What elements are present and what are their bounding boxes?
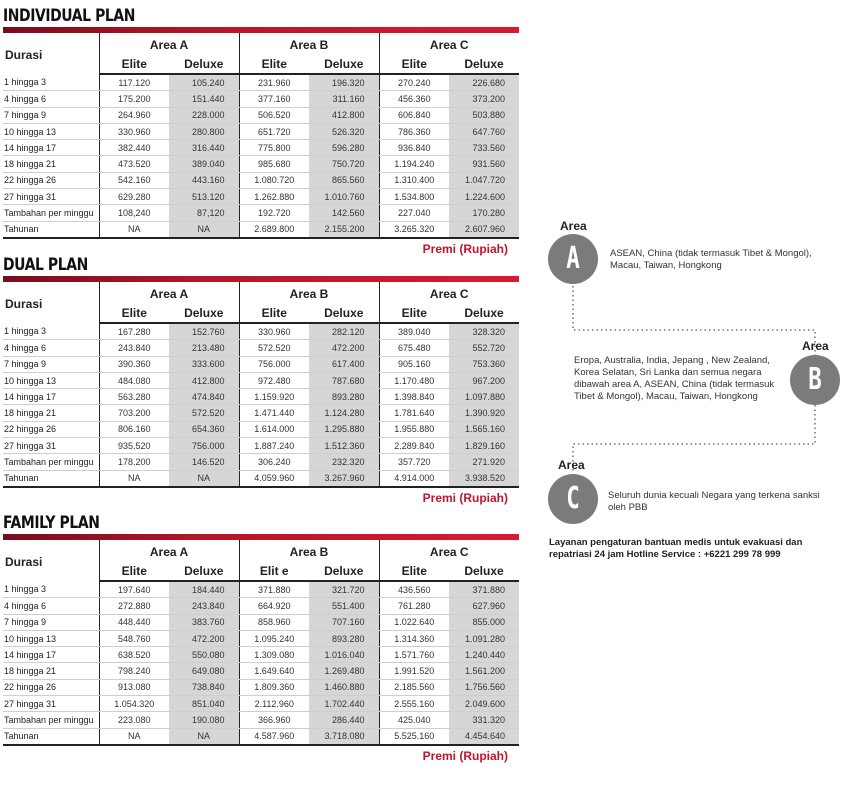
deluxe-premium-cell: 1.124.280 [309,405,379,421]
durasi-header: Durasi [5,554,43,569]
elite-premium-cell: 175.200 [99,91,169,107]
elite-premium-cell: 371.880 [239,581,309,598]
elite-premium-cell: 703.200 [99,405,169,421]
deluxe-premium-cell: 1.829.160 [449,438,519,454]
deluxe-header: Deluxe [169,562,239,581]
elite-premium-cell: 306.240 [239,454,309,470]
duration-cell: 22 hingga 26 [3,172,99,188]
deluxe-premium-cell: NA [169,470,239,487]
elite-premium-cell: 1.649.640 [239,663,309,679]
plan-title: INDIVIDUAL PLAN [3,6,135,26]
deluxe-premium-cell: 1.010.760 [309,189,379,205]
deluxe-premium-cell: 1.561.200 [449,663,519,679]
table-row [3,205,519,221]
duration-cell: 27 hingga 31 [3,189,99,205]
durasi-header: Durasi [5,47,43,62]
elite-premium-cell: 2.555.160 [379,696,449,712]
durasi-header: Durasi [5,296,43,311]
deluxe-premium-cell: 1.240.440 [449,647,519,663]
deluxe-premium-cell: 1.702.440 [309,696,379,712]
deluxe-premium-cell: 1.390.920 [449,405,519,421]
elite-premium-cell: 357.720 [379,454,449,470]
elite-header: Elite [379,562,449,581]
deluxe-header: Deluxe [309,562,379,581]
elite-premium-cell: 798.240 [99,663,169,679]
deluxe-premium-cell: 931.560 [449,156,519,172]
table-row [3,74,519,91]
elite-header: Elite [99,304,169,323]
premi-label: Premi (Rupiah) [422,749,508,763]
table-row [3,91,519,107]
elite-premium-cell: 197.640 [99,581,169,598]
elite-premium-cell: 1.159.920 [239,389,309,405]
deluxe-premium-cell: 232.320 [309,454,379,470]
elite-premium-cell: 436.560 [379,581,449,598]
deluxe-premium-cell: 572.520 [169,405,239,421]
duration-cell: Tambahan per minggu [3,712,99,728]
elite-premium-cell: 1.781.640 [379,405,449,421]
elite-premium-cell: 972.480 [239,372,309,388]
area-a-letter: A [566,241,580,276]
deluxe-premium-cell: 243.840 [169,598,239,614]
elite-premium-cell: 3.265.320 [379,221,449,238]
elite-premium-cell: 1.991.520 [379,663,449,679]
deluxe-premium-cell: 190.080 [169,712,239,728]
deluxe-premium-cell: 142.560 [309,205,379,221]
area-b-circle [790,355,840,405]
elite-premium-cell: 1.534.800 [379,189,449,205]
duration-cell: 4 hingga 6 [3,340,99,356]
table-row [3,454,519,470]
duration-cell: 1 hingga 3 [3,581,99,598]
duration-cell: 1 hingga 3 [3,74,99,91]
deluxe-premium-cell: 967.200 [449,372,519,388]
deluxe-premium-cell: 1.565.160 [449,421,519,437]
deluxe-premium-cell: 1.091.280 [449,630,519,646]
elite-premium-cell: 664.920 [239,598,309,614]
area-c-letter: C [566,481,580,516]
table-row [3,156,519,172]
elite-premium-cell: 542.160 [99,172,169,188]
deluxe-premium-cell: 152.760 [169,323,239,340]
elite-premium-cell: 448.440 [99,614,169,630]
deluxe-premium-cell: 228.000 [169,107,239,123]
duration-cell: 7 hingga 9 [3,107,99,123]
deluxe-premium-cell: 1.224.600 [449,189,519,205]
elite-premium-cell: 270.240 [379,74,449,91]
duration-cell: 27 hingga 31 [3,438,99,454]
elite-premium-cell: 223.080 [99,712,169,728]
deluxe-premium-cell: 105.240 [169,74,239,91]
elite-premium-cell: 786.360 [379,123,449,139]
elite-premium-cell: 638.520 [99,647,169,663]
elite-premium-cell: 1.054.320 [99,696,169,712]
table-row [3,712,519,728]
elite-premium-cell: 1.809.360 [239,679,309,695]
table-row [3,389,519,405]
deluxe-premium-cell: 412.800 [309,107,379,123]
deluxe-header: Deluxe [449,304,519,323]
elite-premium-cell: 192.720 [239,205,309,221]
deluxe-premium-cell: 1.460.880 [309,679,379,695]
elite-premium-cell: 108,240 [99,205,169,221]
deluxe-premium-cell: 389.040 [169,156,239,172]
elite-premium-cell: 606.840 [379,107,449,123]
table-row [3,107,519,123]
elite-premium-cell: 936.840 [379,140,449,156]
area-a-header: Area A [99,33,239,55]
deluxe-premium-cell: 733.560 [449,140,519,156]
deluxe-premium-cell: 753.360 [449,356,519,372]
elite-premium-cell: 651.720 [239,123,309,139]
elite-premium-cell: 2.689.800 [239,221,309,238]
elite-premium-cell: NA [99,728,169,745]
elite-premium-cell: 425.040 [379,712,449,728]
deluxe-premium-cell: 321.720 [309,581,379,598]
area-c-description: Seluruh dunia kecuali Negara yang terkena sanksi oleh PBB [608,490,820,513]
table-row [3,323,519,340]
elite-premium-cell: 563.280 [99,389,169,405]
elite-premium-cell: 178.200 [99,454,169,470]
duration-cell: 18 hingga 21 [3,405,99,421]
deluxe-premium-cell: 196.320 [309,74,379,91]
deluxe-premium-cell: 412.800 [169,372,239,388]
deluxe-premium-cell: 87,120 [169,205,239,221]
deluxe-header: Deluxe [309,304,379,323]
elite-header: Elite [99,562,169,581]
elite-premium-cell: 1.095.240 [239,630,309,646]
deluxe-premium-cell: 311.160 [309,91,379,107]
area-a-circle [548,234,598,284]
deluxe-premium-cell: 316.440 [169,140,239,156]
dual-plan [3,254,519,505]
deluxe-premium-cell: 1.512.360 [309,438,379,454]
deluxe-premium-cell: 552.720 [449,340,519,356]
deluxe-premium-cell: 213.480 [169,340,239,356]
duration-cell: 4 hingga 6 [3,91,99,107]
duration-cell: 22 hingga 26 [3,421,99,437]
individual-plan [3,5,519,256]
elite-header: Elite [239,55,309,74]
deluxe-header: Deluxe [309,55,379,74]
table-row [3,356,519,372]
deluxe-premium-cell: 1.269.480 [309,663,379,679]
elite-premium-cell: NA [99,470,169,487]
duration-cell: 14 hingga 17 [3,389,99,405]
area-a-header: Area A [99,282,239,304]
area-b-header: Area B [239,540,379,562]
table-row [3,630,519,646]
deluxe-premium-cell: 647.760 [449,123,519,139]
deluxe-premium-cell: NA [169,728,239,745]
elite-premium-cell: 227.040 [379,205,449,221]
elite-premium-cell: 4.914.000 [379,470,449,487]
deluxe-premium-cell: 1.097.880 [449,389,519,405]
deluxe-premium-cell: 1.295.880 [309,421,379,437]
deluxe-premium-cell: 170.280 [449,205,519,221]
area-b-description: Eropa, Australia, India, Jepang , New Zealand, Korea Selatan, Sri Lanka dan semua negara dibawah area A, ASEAN, China (tidak termasuk Tibet & Mongol), Macau, Taiwan, Hongkong [574,355,775,402]
elite-premium-cell: 5.525.160 [379,728,449,745]
table-row [3,123,519,139]
duration-cell: Tahunan [3,728,99,745]
duration-cell: Tambahan per minggu [3,454,99,470]
table-row [3,696,519,712]
duration-cell: Tahunan [3,221,99,238]
table-row [3,340,519,356]
elite-header: Elite [379,55,449,74]
deluxe-premium-cell: 4.454.640 [449,728,519,745]
elite-premium-cell: 264.960 [99,107,169,123]
table-row [3,405,519,421]
deluxe-premium-cell: 1.016.040 [309,647,379,663]
deluxe-premium-cell: 2.049.600 [449,696,519,712]
deluxe-premium-cell: 2.155.200 [309,221,379,238]
deluxe-premium-cell: 151.440 [169,91,239,107]
elite-premium-cell: 775.800 [239,140,309,156]
elite-premium-cell: 382.440 [99,140,169,156]
elite-premium-cell: 4.587.960 [239,728,309,745]
elite-premium-cell: 1.309.080 [239,647,309,663]
elite-premium-cell: 1.194.240 [379,156,449,172]
deluxe-premium-cell: 472.200 [169,630,239,646]
area-b-word: Area [802,339,829,353]
elite-header: Elite [239,304,309,323]
deluxe-premium-cell: 893.280 [309,389,379,405]
elite-premium-cell: 761.280 [379,598,449,614]
family-plan [3,512,519,763]
rates-table [3,33,519,239]
duration-cell: 18 hingga 21 [3,156,99,172]
elite-premium-cell: 756.000 [239,356,309,372]
elite-premium-cell: 629.280 [99,189,169,205]
duration-cell: 10 hingga 13 [3,630,99,646]
elite-premium-cell: 1.571.760 [379,647,449,663]
deluxe-premium-cell: 383.760 [169,614,239,630]
deluxe-premium-cell: 328.320 [449,323,519,340]
table-row [3,581,519,598]
table-row [3,728,519,745]
plan-title: DUAL PLAN [3,255,88,275]
elite-premium-cell: 330.960 [99,123,169,139]
elite-premium-cell: 117.120 [99,74,169,91]
table-row [3,647,519,663]
rates-table [3,282,519,488]
deluxe-premium-cell: NA [169,221,239,238]
deluxe-premium-cell: 2.607.960 [449,221,519,238]
elite-premium-cell: 1.170.480 [379,372,449,388]
elite-premium-cell: 330.960 [239,323,309,340]
deluxe-premium-cell: 707.160 [309,614,379,630]
duration-cell: 27 hingga 31 [3,696,99,712]
duration-cell: 14 hingga 17 [3,647,99,663]
deluxe-premium-cell: 146.520 [169,454,239,470]
deluxe-premium-cell: 1.756.560 [449,679,519,695]
area-b-letter: B [808,362,822,397]
area-b-header: Area B [239,33,379,55]
elite-premium-cell: 389.040 [379,323,449,340]
table-row [3,679,519,695]
deluxe-premium-cell: 750.720 [309,156,379,172]
area-c-header: Area C [379,33,519,55]
elite-premium-cell: 935.520 [99,438,169,454]
elite-premium-cell: 675.480 [379,340,449,356]
area-a-header: Area A [99,540,239,562]
elite-premium-cell: 1.080.720 [239,172,309,188]
table-row [3,614,519,630]
table-row [3,372,519,388]
elite-premium-cell: 1.022.640 [379,614,449,630]
duration-cell: Tahunan [3,470,99,487]
deluxe-premium-cell: 3.718.080 [309,728,379,745]
elite-premium-cell: 506.520 [239,107,309,123]
deluxe-premium-cell: 3.267.960 [309,470,379,487]
deluxe-premium-cell: 286.440 [309,712,379,728]
table-row [3,470,519,487]
deluxe-premium-cell: 526.320 [309,123,379,139]
elite-premium-cell: 2.112.960 [239,696,309,712]
elite-premium-cell: 905.160 [379,356,449,372]
duration-cell: 10 hingga 13 [3,123,99,139]
duration-cell: 4 hingga 6 [3,598,99,614]
elite-premium-cell: 473.520 [99,156,169,172]
deluxe-premium-cell: 371.880 [449,581,519,598]
elite-premium-cell: 1.314.360 [379,630,449,646]
deluxe-header: Deluxe [169,304,239,323]
deluxe-premium-cell: 373.200 [449,91,519,107]
deluxe-premium-cell: 331.320 [449,712,519,728]
deluxe-premium-cell: 280.800 [169,123,239,139]
deluxe-premium-cell: 855.000 [449,614,519,630]
deluxe-premium-cell: 3.938.520 [449,470,519,487]
elite-premium-cell: 985.680 [239,156,309,172]
deluxe-premium-cell: 617.400 [309,356,379,372]
area-c-circle [548,474,598,524]
elite-premium-cell: 366.960 [239,712,309,728]
elite-premium-cell: 1.955.880 [379,421,449,437]
duration-cell: Tambahan per minggu [3,205,99,221]
elite-premium-cell: 1.887.240 [239,438,309,454]
deluxe-premium-cell: 893.280 [309,630,379,646]
elite-header: Elite [99,55,169,74]
hotline-note: Layanan pengaturan bantuan medis untuk evakuasi dan repatriasi 24 jam Hotline Service : +6221 299 78 999 [549,537,803,560]
elite-premium-cell: 806.160 [99,421,169,437]
deluxe-premium-cell: 282.120 [309,323,379,340]
elite-premium-cell: 2.185.560 [379,679,449,695]
duration-cell: 7 hingga 9 [3,356,99,372]
deluxe-premium-cell: 756.000 [169,438,239,454]
elite-premium-cell: 484.080 [99,372,169,388]
table-row [3,598,519,614]
deluxe-premium-cell: 738.840 [169,679,239,695]
deluxe-premium-cell: 649.080 [169,663,239,679]
elite-premium-cell: 548.760 [99,630,169,646]
deluxe-premium-cell: 271.920 [449,454,519,470]
area-b-header: Area B [239,282,379,304]
duration-cell: 22 hingga 26 [3,679,99,695]
elite-premium-cell: 1.262.880 [239,189,309,205]
elite-premium-cell: 2.289.840 [379,438,449,454]
deluxe-premium-cell: 474.840 [169,389,239,405]
deluxe-premium-cell: 865.560 [309,172,379,188]
elite-premium-cell: 456.360 [379,91,449,107]
area-a-word: Area [560,219,587,233]
area-c-header: Area C [379,540,519,562]
deluxe-premium-cell: 513.120 [169,189,239,205]
area-a-description: ASEAN, China (tidak termasuk Tibet & Mongol), Macau, Taiwan, Hongkong [610,248,812,271]
elite-header: Elit e [239,562,309,581]
table-row [3,663,519,679]
elite-premium-cell: 167.280 [99,323,169,340]
deluxe-premium-cell: 472.200 [309,340,379,356]
table-row [3,189,519,205]
deluxe-premium-cell: 627.960 [449,598,519,614]
deluxe-premium-cell: 503.880 [449,107,519,123]
elite-premium-cell: 231.960 [239,74,309,91]
elite-premium-cell: 1.310.400 [379,172,449,188]
elite-premium-cell: 4.059.960 [239,470,309,487]
deluxe-premium-cell: 787.680 [309,372,379,388]
elite-header: Elite [379,304,449,323]
elite-premium-cell: 377.160 [239,91,309,107]
elite-premium-cell: 272.880 [99,598,169,614]
deluxe-premium-cell: 226.680 [449,74,519,91]
duration-cell: 7 hingga 9 [3,614,99,630]
deluxe-premium-cell: 333.600 [169,356,239,372]
rates-table [3,540,519,746]
table-row [3,172,519,188]
elite-premium-cell: 243.840 [99,340,169,356]
elite-premium-cell: 1.614.000 [239,421,309,437]
deluxe-premium-cell: 1.047.720 [449,172,519,188]
deluxe-header: Deluxe [449,55,519,74]
deluxe-header: Deluxe [169,55,239,74]
table-row [3,221,519,238]
deluxe-header: Deluxe [449,562,519,581]
elite-premium-cell: 390.360 [99,356,169,372]
duration-cell: 1 hingga 3 [3,323,99,340]
table-row [3,421,519,437]
duration-cell: 18 hingga 21 [3,663,99,679]
duration-cell: 10 hingga 13 [3,372,99,388]
area-c-word: Area [558,458,585,472]
area-c-header: Area C [379,282,519,304]
elite-premium-cell: NA [99,221,169,238]
duration-cell: 14 hingga 17 [3,140,99,156]
plan-title: FAMILY PLAN [3,513,100,533]
table-row [3,140,519,156]
elite-premium-cell: 858.960 [239,614,309,630]
elite-premium-cell: 1.471.440 [239,405,309,421]
elite-premium-cell: 572.520 [239,340,309,356]
table-row [3,438,519,454]
deluxe-premium-cell: 551.400 [309,598,379,614]
elite-premium-cell: 913.080 [99,679,169,695]
deluxe-premium-cell: 851.040 [169,696,239,712]
elite-premium-cell: 1.398.840 [379,389,449,405]
deluxe-premium-cell: 654.360 [169,421,239,437]
premi-label: Premi (Rupiah) [422,491,508,505]
deluxe-premium-cell: 550.080 [169,647,239,663]
deluxe-premium-cell: 184.440 [169,581,239,598]
deluxe-premium-cell: 596.280 [309,140,379,156]
premi-label: Premi (Rupiah) [422,242,508,256]
deluxe-premium-cell: 443.160 [169,172,239,188]
